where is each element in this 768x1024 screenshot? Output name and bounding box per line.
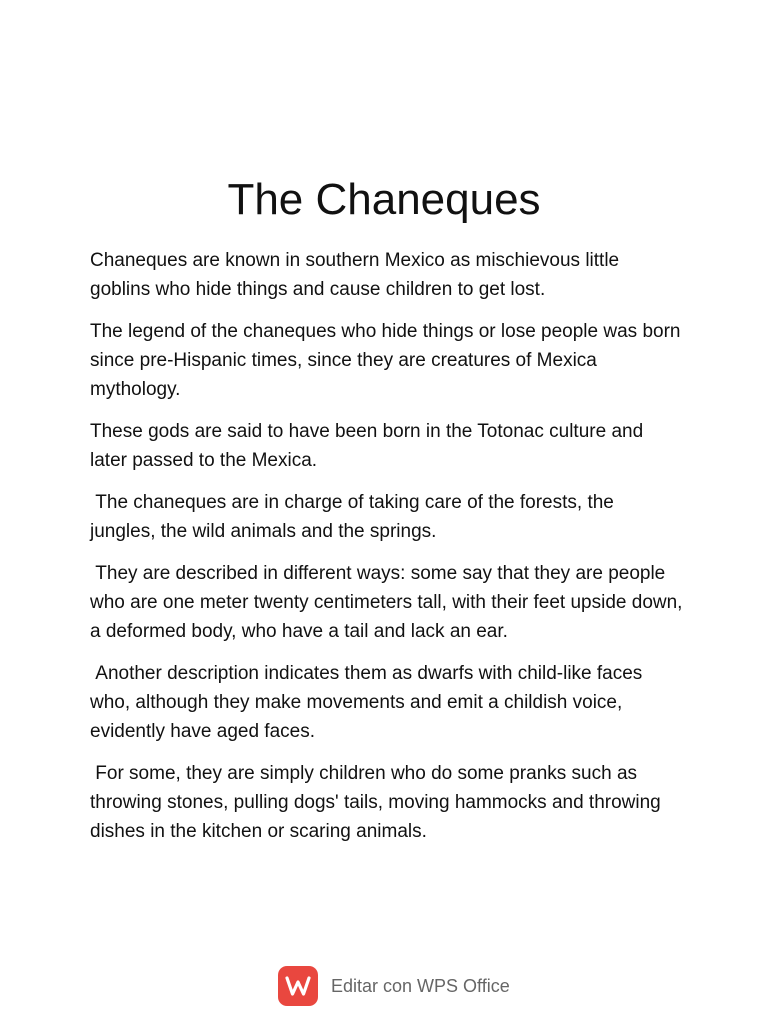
paragraph: Another description indicates them as dwarfs with child-like faces who, although they make movements and emit a childish voice, evidently have aged faces. bbox=[90, 663, 648, 742]
paragraph: They are described in different ways: some say that they are people who are one meter twenty centimeters tall, with their feet upside down, a deformed body, who have a tail and lack an ear. bbox=[90, 563, 688, 642]
wps-edit-link[interactable] bbox=[278, 964, 510, 1008]
paragraph: Chaneques are known in southern Mexico as mischievous little goblins who hide things and cause children to get lost. bbox=[90, 250, 625, 300]
wps-edit-label[interactable]: Editar con WPS Office bbox=[331, 975, 510, 996]
paragraph: The legend of the chaneques who hide things or lose people was born since pre-Hispanic times, since they are creatures of Mexica mythology. bbox=[90, 321, 686, 400]
paragraph: For some, they are simply children who do some pranks such as throwing stones, pulling dogs' tails, moving hammocks and throwing dishes in the kitchen or scaring animals. bbox=[90, 763, 667, 842]
paragraph: The chaneques are in charge of taking care of the forests, the jungles, the wild animals and the springs. bbox=[90, 492, 620, 542]
wps-office-logo-icon bbox=[278, 966, 318, 1006]
document-body bbox=[90, 246, 688, 859]
page-title: The Chaneques bbox=[227, 175, 541, 224]
paragraph: These gods are said to have been born in the Totonac culture and later passed to the Mexica. bbox=[90, 421, 649, 471]
